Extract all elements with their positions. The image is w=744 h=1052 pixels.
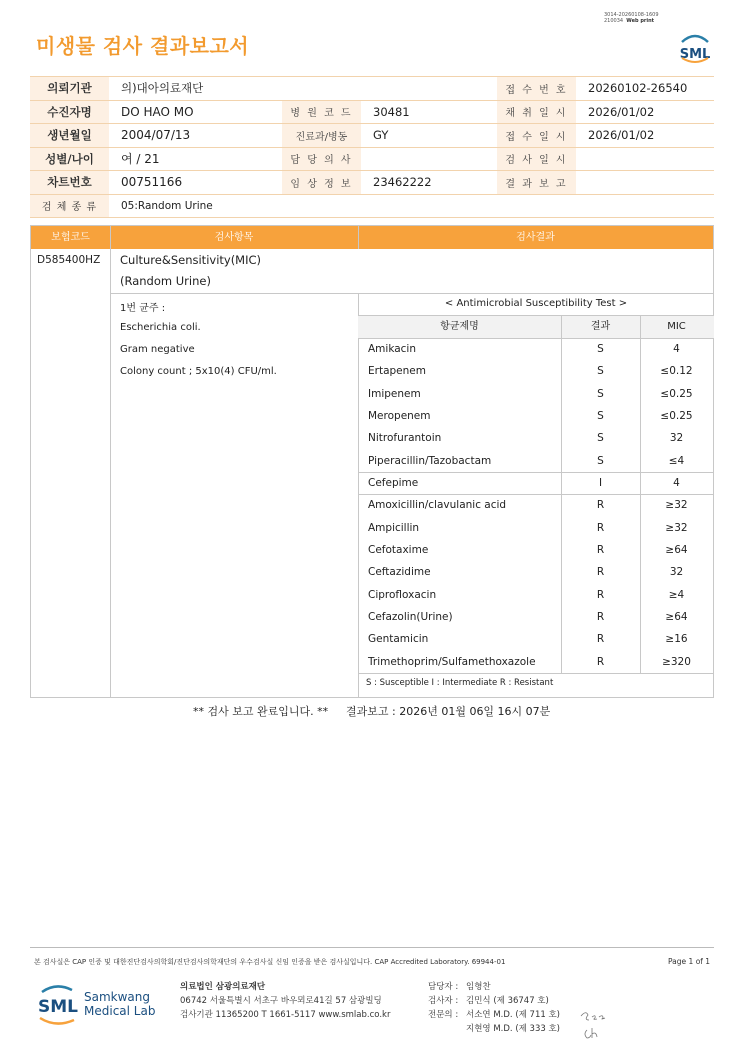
col-test-item: 검사항목: [214, 232, 254, 243]
info-row: [30, 124, 714, 148]
ast-mic: ≥64: [665, 543, 688, 556]
ast-mic: ≥320: [662, 655, 691, 668]
col-test-result: 검사결과: [516, 232, 555, 243]
samkwang-logo: [36, 982, 156, 1028]
staff-role: 담당자 :: [428, 982, 459, 992]
print-code-line-2: 210034: [604, 18, 624, 24]
info-label: 접 수 번 호: [497, 77, 576, 101]
ast-drug: Ampicillin: [368, 521, 420, 534]
sml-logo-text: SML: [679, 47, 711, 62]
info-row: [30, 194, 714, 218]
ast-result: S: [597, 365, 604, 378]
info-value: [576, 147, 714, 171]
organism-name: Escherichia coli.: [120, 322, 201, 333]
org-address: 06742 서울특별시 서초구 바우뫼로41길 57 삼광빌딩: [180, 996, 382, 1006]
info-label: 검 체 종 류: [30, 194, 109, 218]
colony-count: Colony count ; 5x10(4) CFU/ml.: [120, 366, 277, 377]
ast-legend: S : Susceptible I : Intermediate R : Resistant: [366, 678, 554, 688]
print-code: [604, 12, 659, 24]
ast-result: R: [596, 566, 605, 579]
ast-row: [358, 360, 714, 383]
print-code-line-1: 3014-20260108-1609: [604, 12, 659, 18]
info-value: 23462222: [361, 171, 497, 195]
ast-result: R: [596, 588, 605, 601]
ast-mic: ≥64: [665, 610, 688, 623]
accreditation-note: 본 검사실은 CAP 인증 및 대한진단검사의학회/진단검사의학재단의 우수검사실 신임 인증을 받은 검사실입니다. CAP Accredited Laboratory. 69944-01: [34, 958, 506, 966]
info-label: 임 상 정 보: [282, 171, 361, 195]
ast-mic: 32: [669, 566, 684, 579]
test-specimen: (Random Urine): [120, 274, 211, 288]
info-value: [576, 171, 714, 195]
ast-row: [358, 517, 714, 540]
ast-drug: Piperacillin/Tazobactam: [368, 454, 492, 467]
brand-line-1: Samkwang: [84, 990, 150, 1004]
info-label: 차트번호: [30, 171, 109, 195]
ast-mic: 4: [673, 476, 680, 489]
ast-mic: ≤0.12: [660, 365, 693, 378]
ast-mic: ≤0.25: [660, 387, 693, 400]
ast-row: [358, 405, 714, 428]
info-label: 의뢰기관: [30, 77, 109, 101]
ast-title: < Antimicrobial Susceptibility Test >: [444, 298, 628, 309]
info-value: 05:Random Urine: [109, 194, 714, 218]
ast-drug: Ceftazidime: [368, 566, 431, 579]
info-value: 2026/01/02: [576, 100, 714, 124]
ast-row: [358, 651, 714, 674]
ast-result: R: [596, 655, 605, 668]
brand-name: [84, 990, 155, 1018]
ast-drug: Cefazolin(Urine): [368, 610, 453, 623]
ast-mic: ≤4: [668, 454, 685, 467]
ast-row: [358, 539, 714, 562]
ast-drug: Amoxicillin/clavulanic acid: [368, 499, 507, 512]
staff-name: 김민식 (제 36747 호): [466, 996, 549, 1006]
test-name: Culture&Sensitivity(MIC): [120, 253, 262, 267]
info-value: 여 / 21: [109, 147, 282, 171]
info-value: GY: [361, 124, 497, 148]
ast-mic: ≥16: [665, 633, 688, 646]
sml-brand-text: SML: [38, 997, 78, 1017]
print-label: Web print: [626, 18, 655, 24]
ast-row: [358, 494, 714, 517]
col-insurance-code: 보험코드: [51, 232, 90, 243]
result-table-header: [31, 226, 713, 249]
ast-result: R: [596, 633, 605, 646]
info-label: 진료과/병동: [282, 124, 361, 148]
info-label: 검 사 일 시: [497, 147, 576, 171]
staff-entry: [428, 980, 608, 994]
ast-mic: 32: [669, 432, 684, 445]
ast-result: R: [596, 610, 605, 623]
staff-name: 임형찬: [466, 982, 491, 992]
ast-row: [358, 561, 714, 584]
ast-column-header: [358, 316, 714, 338]
info-label: 접 수 일 시: [497, 124, 576, 148]
ast-mic: ≥32: [665, 521, 688, 534]
ast-row: [358, 472, 714, 495]
staff-name: 지현영 M.D. (제 333 호): [466, 1024, 561, 1034]
ast-row: [358, 427, 714, 450]
ast-result: R: [596, 521, 605, 534]
ast-result: S: [597, 432, 604, 445]
info-value: DO HAO MO: [109, 100, 282, 124]
info-value: 00751166: [109, 171, 282, 195]
signature-icon: [578, 1008, 614, 1042]
info-row: [30, 77, 714, 101]
sml-brand-icon: [36, 982, 84, 1028]
report-complete-text: ** 검사 보고 완료입니다. **: [193, 705, 329, 718]
ast-result: S: [597, 387, 604, 400]
ast-row: [358, 584, 714, 607]
ast-result: S: [597, 343, 604, 355]
info-label: 생년월일: [30, 124, 109, 148]
info-value: 2004/07/13: [109, 124, 282, 148]
ast-drug: Cefotaxime: [368, 543, 429, 556]
ast-col-result: 결과: [590, 321, 611, 332]
info-label: 수진자명: [30, 100, 109, 124]
ast-drug: Nitrofurantoin: [368, 432, 442, 445]
ast-drug: Imipenem: [368, 387, 421, 400]
ast-drug: Cefepime: [368, 476, 419, 489]
ast-col-mic: MIC: [667, 321, 686, 332]
report-title: 미생물 검사 결과보고서: [36, 34, 250, 58]
info-value: 30481: [361, 100, 497, 124]
org-info: [180, 980, 390, 1022]
ast-result: I: [598, 476, 603, 489]
insurance-code: D585400HZ: [37, 254, 101, 266]
ast-drug: Amikacin: [368, 343, 417, 355]
staff-entry: [428, 994, 608, 1008]
info-row: [30, 100, 714, 124]
ast-result: R: [596, 499, 605, 512]
org-contact: 검사기관 11365200 T 1661-5117 www.smlab.co.kr: [180, 1010, 391, 1020]
ast-mic: ≥32: [665, 499, 688, 512]
ast-mic: ≥4: [668, 588, 685, 601]
info-value: [361, 147, 497, 171]
ast-row: [358, 450, 714, 473]
info-label: 담 당 의 사: [282, 147, 361, 171]
staff-name: 서소연 M.D. (제 711 호): [466, 1010, 561, 1020]
ast-drug: Ciprofloxacin: [368, 588, 437, 601]
organism-heading: 1번 균주 :: [120, 303, 166, 314]
brand-line-2: Medical Lab: [84, 1004, 156, 1018]
info-value: 2026/01/02: [576, 124, 714, 148]
org-name: 의료법인 삼광의료재단: [180, 982, 266, 992]
ast-row: [358, 606, 714, 629]
report-time: 결과보고 : 2026년 01월 06일 16시 07분: [346, 705, 551, 718]
ast-row: [358, 338, 714, 361]
sml-logo-icon: [676, 28, 714, 64]
info-value: 20260102-26540: [576, 77, 714, 101]
ast-row: [358, 383, 714, 406]
ast-drug: Meropenem: [368, 409, 431, 422]
ast-drug: Trimethoprim/Sulfamethoxazole: [368, 655, 536, 668]
ast-drug: Ertapenem: [368, 365, 426, 378]
info-label: 채 취 일 시: [497, 100, 576, 124]
ast-drug: Gentamicin: [368, 633, 429, 646]
ast-mic: 4: [673, 343, 680, 355]
info-row: [30, 171, 714, 195]
patient-info-table: [30, 76, 714, 218]
page-number: Page 1 of 1: [668, 957, 711, 966]
gram-stain: Gram negative: [120, 344, 195, 355]
info-label: 결 과 보 고: [497, 171, 576, 195]
staff-role: 검사자 :: [428, 996, 459, 1006]
result-table: [30, 225, 714, 698]
ast-mic: ≤0.25: [660, 409, 693, 422]
footer-divider: [30, 947, 714, 948]
ast-result: S: [597, 409, 604, 422]
info-label: 성별/나이: [30, 147, 109, 171]
ast-col-drug: 항균제명: [440, 321, 479, 332]
info-label: 병 원 코 드: [282, 100, 361, 124]
staff-role: 전문의 :: [428, 1010, 459, 1020]
info-value: 의)대아의료재단: [109, 77, 497, 101]
ast-result: S: [597, 454, 604, 467]
ast-row: [358, 628, 714, 651]
info-row: [30, 147, 714, 171]
ast-result: R: [596, 543, 605, 556]
